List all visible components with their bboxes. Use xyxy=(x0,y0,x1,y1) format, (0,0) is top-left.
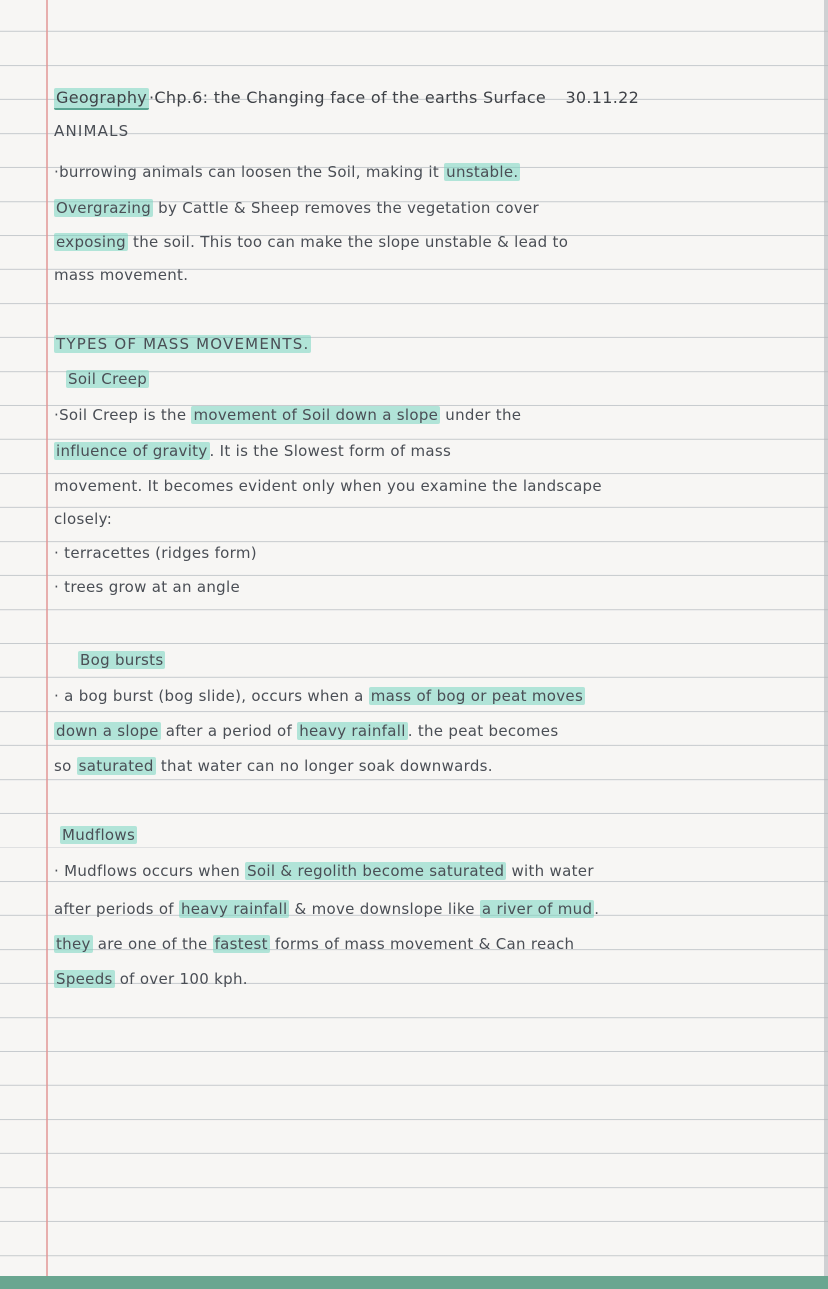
bog-bursts-heading xyxy=(78,651,165,669)
text: · Mudflows occurs when xyxy=(54,862,246,880)
text: ·Soil Creep is the xyxy=(54,406,192,424)
soil-creep-line-1 xyxy=(54,406,521,424)
bog-bursts-line-1 xyxy=(54,687,585,705)
highlight: Speeds xyxy=(56,970,113,988)
text: & move downslope like xyxy=(289,900,480,918)
title-chapter: ·Chp.6: the Changing face of the earths Surface xyxy=(149,88,547,107)
highlight: they xyxy=(56,935,91,953)
page-title xyxy=(54,88,639,107)
text: . the peat becomes xyxy=(407,722,559,740)
text: . It is the Slowest form of mass xyxy=(209,442,452,460)
soil-creep-line-2 xyxy=(54,442,451,460)
mudflows-line-1 xyxy=(54,862,594,880)
highlight: exposing xyxy=(56,233,126,251)
soil-creep-bullet-1: · terracettes (ridges form) xyxy=(54,544,257,562)
text: that water can no longer soak downwards. xyxy=(155,757,493,775)
mudflows-line-2 xyxy=(54,900,599,918)
page-edge xyxy=(824,0,828,1289)
highlight: Soil Creep xyxy=(68,370,148,388)
soil-creep-line-3: movement. It becomes evident only when you examine the landscape xyxy=(54,477,602,495)
animals-line-3 xyxy=(54,233,568,251)
text: so xyxy=(54,757,77,775)
highlight: mass of bog or peat moves xyxy=(370,687,584,705)
text: ·burrowing animals can loosen the Soil, making it xyxy=(54,163,445,181)
highlight: heavy rainfall xyxy=(299,722,406,740)
highlight: down a slope xyxy=(56,722,159,740)
animals-line-2 xyxy=(54,199,539,217)
text: after a period of xyxy=(160,722,298,740)
highlight: heavy rainfall xyxy=(180,900,288,918)
text: the soil. This too can make the slope unstable & lead to xyxy=(127,233,569,251)
mudflows-line-4 xyxy=(54,970,248,988)
soil-creep-bullet-2: · trees grow at an angle xyxy=(54,578,240,596)
animals-line-1 xyxy=(54,163,520,181)
highlight: Soil & regolith become saturated xyxy=(247,862,505,880)
bog-bursts-line-3 xyxy=(54,757,493,775)
animals-heading: ANIMALS xyxy=(54,122,130,140)
title-date: 30.11.22 xyxy=(565,88,640,107)
mudflows-line-3 xyxy=(54,935,574,953)
text: of over 100 kph. xyxy=(114,970,248,988)
animals-line-4: mass movement. xyxy=(54,266,189,284)
text: after periods of xyxy=(54,900,179,918)
text: are one of the xyxy=(92,935,213,953)
text: forms of mass movement & Can reach xyxy=(269,935,575,953)
text: under the xyxy=(440,406,522,424)
highlight: Bog bursts xyxy=(80,651,164,669)
title-subject: Geography xyxy=(54,88,149,110)
highlight: influence of gravity xyxy=(56,442,208,460)
highlight: unstable. xyxy=(446,163,519,181)
mudflows-heading xyxy=(60,826,137,844)
notebook-cover-edge xyxy=(0,1276,828,1289)
soil-creep-heading xyxy=(66,370,149,388)
margin-line xyxy=(46,0,48,1289)
highlight: fastest xyxy=(214,935,268,953)
highlight: TYPES OF MASS MOVEMENTS. xyxy=(56,335,310,353)
text: . xyxy=(594,900,600,918)
text: by Cattle & Sheep removes the vegetation cover xyxy=(153,199,539,217)
highlight: a river of mud xyxy=(481,900,593,918)
highlight: Overgrazing xyxy=(56,199,152,217)
bog-bursts-line-2 xyxy=(54,722,558,740)
soil-creep-line-4: closely: xyxy=(54,510,113,528)
highlight: movement of Soil down a slope xyxy=(193,406,439,424)
text: with water xyxy=(506,862,594,880)
types-heading xyxy=(54,335,311,353)
text: · a bog burst (bog slide), occurs when a xyxy=(54,687,369,705)
highlight: Mudflows xyxy=(62,826,136,844)
highlight: saturated xyxy=(78,757,154,775)
